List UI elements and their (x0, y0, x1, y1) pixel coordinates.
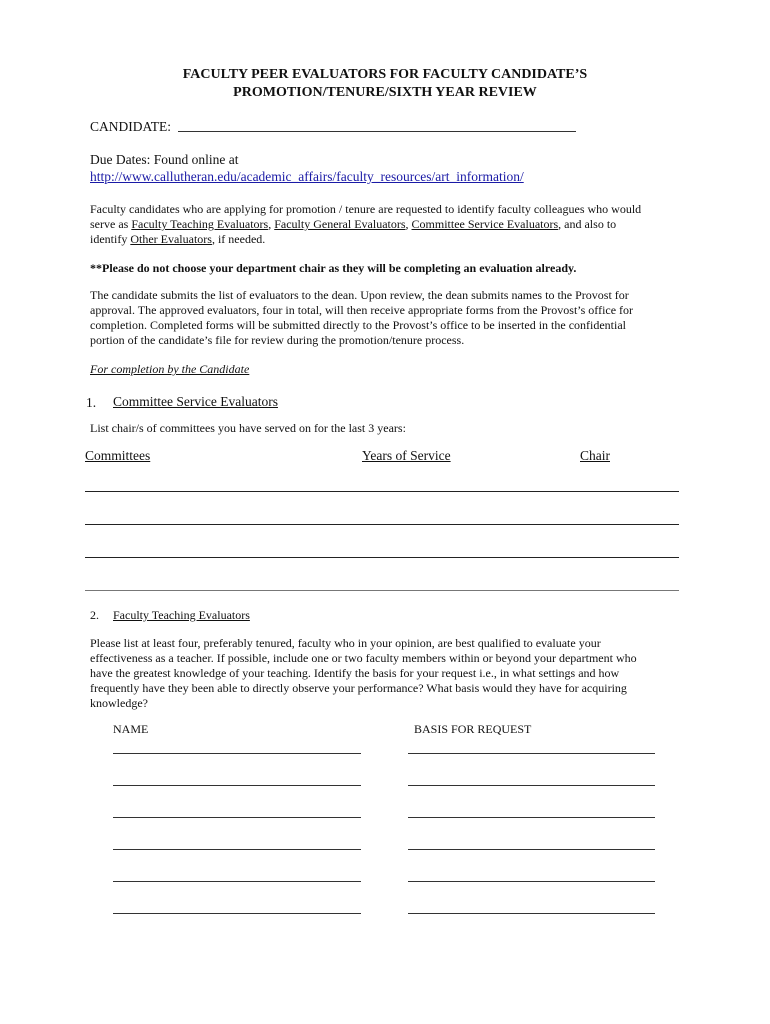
col-basis-header: BASIS FOR REQUEST (414, 722, 532, 736)
department-chair-warning: **Please do not choose your department chair as they will be completing an evaluation already. (90, 261, 577, 275)
faculty-general-evaluators-ref: Faculty General Evaluators (274, 217, 406, 231)
evaluator-name-field[interactable] (113, 785, 361, 786)
evaluator-name-field[interactable] (113, 817, 361, 818)
section-1-instruction: List chair/s of committees you have served on for the last 3 years: (90, 421, 406, 435)
evaluator-name-field[interactable] (113, 913, 361, 914)
process-line-2: approval. The approved evaluators, four in total, will then receive appropriate forms from the Provost’s office for (90, 303, 634, 317)
committee-row-1[interactable] (85, 491, 679, 492)
section-2-instruction-3: have the greatest knowledge of your teaching. Identify the basis for your request i.e., in what settings and how (90, 666, 620, 680)
section-2-heading: Faculty Teaching Evaluators (113, 608, 250, 622)
evaluator-name-field[interactable] (113, 881, 361, 882)
candidate-label: CANDIDATE: (90, 119, 171, 134)
intro-line-1: Faculty candidates who are applying for promotion / tenure are requested to identify faculty colleagues who would (90, 202, 642, 216)
section-2-number: 2. (90, 608, 99, 622)
other-evaluators-ref: Other Evaluators (130, 232, 212, 246)
committee-row-3[interactable] (85, 557, 679, 558)
process-line-3: completion. Completed forms will be submitted directly to the Provost’s office to be inserted in the confidential (90, 318, 627, 332)
due-dates-link[interactable]: http://www.callutheran.edu/academic_affairs/faculty_resources/art_information/ (90, 169, 524, 184)
col-chair-header: Chair (580, 448, 610, 463)
intro-line-3: identify Other Evaluators, if needed. (90, 232, 266, 246)
process-line-4: portion of the candidate’s file for review during the promotion/tenure process. (90, 333, 465, 347)
candidate-field[interactable] (178, 131, 576, 132)
evaluator-basis-field[interactable] (408, 849, 655, 850)
committee-row-2[interactable] (85, 524, 679, 525)
form-title-line-1: FACULTY PEER EVALUATORS FOR FACULTY CANDIDATE’S (182, 67, 588, 82)
intro-line-2: serve as Faculty Teaching Evaluators, Faculty General Evaluators, Committee Service Evaluators, and also to (90, 217, 617, 231)
evaluator-basis-field[interactable] (408, 817, 655, 818)
evaluator-name-field[interactable] (113, 753, 361, 754)
committee-row-4[interactable] (85, 590, 679, 591)
col-committees-header: Committees (85, 448, 151, 463)
section-2-instruction-1: Please list at least four, preferably tenured, faculty who in your opinion, are best qualified to evaluate your (90, 636, 601, 650)
evaluator-basis-field[interactable] (408, 913, 655, 914)
col-years-header: Years of Service (362, 448, 451, 463)
section-1-heading: Committee Service Evaluators (113, 394, 278, 409)
process-line-1: The candidate submits the list of evaluators to the dean. Upon review, the dean submits names to the Provost for (90, 288, 629, 302)
section-1-number: 1. (86, 395, 97, 410)
section-2-instruction-5: knowledge? (90, 696, 148, 710)
evaluator-basis-field[interactable] (408, 753, 655, 754)
due-dates-label: Due Dates: Found online at (90, 152, 239, 167)
committee-service-evaluators-ref: Committee Service Evaluators (411, 217, 559, 231)
evaluator-basis-field[interactable] (408, 785, 655, 786)
evaluator-basis-field[interactable] (408, 881, 655, 882)
completion-note: For completion by the Candidate (90, 362, 250, 376)
form-title-line-2: PROMOTION/TENURE/SIXTH YEAR REVIEW (233, 85, 537, 100)
evaluator-name-field[interactable] (113, 849, 361, 850)
col-name-header: NAME (113, 722, 149, 736)
faculty-teaching-evaluators-ref: Faculty Teaching Evaluators (131, 217, 269, 231)
section-2-instruction-4: frequently have they been able to directly observe your performance? What basis would they have for acquiring (90, 681, 627, 695)
section-2-instruction-2: effectiveness as a teacher. If possible, include one or two faculty members within or beyond your department who (90, 651, 637, 665)
